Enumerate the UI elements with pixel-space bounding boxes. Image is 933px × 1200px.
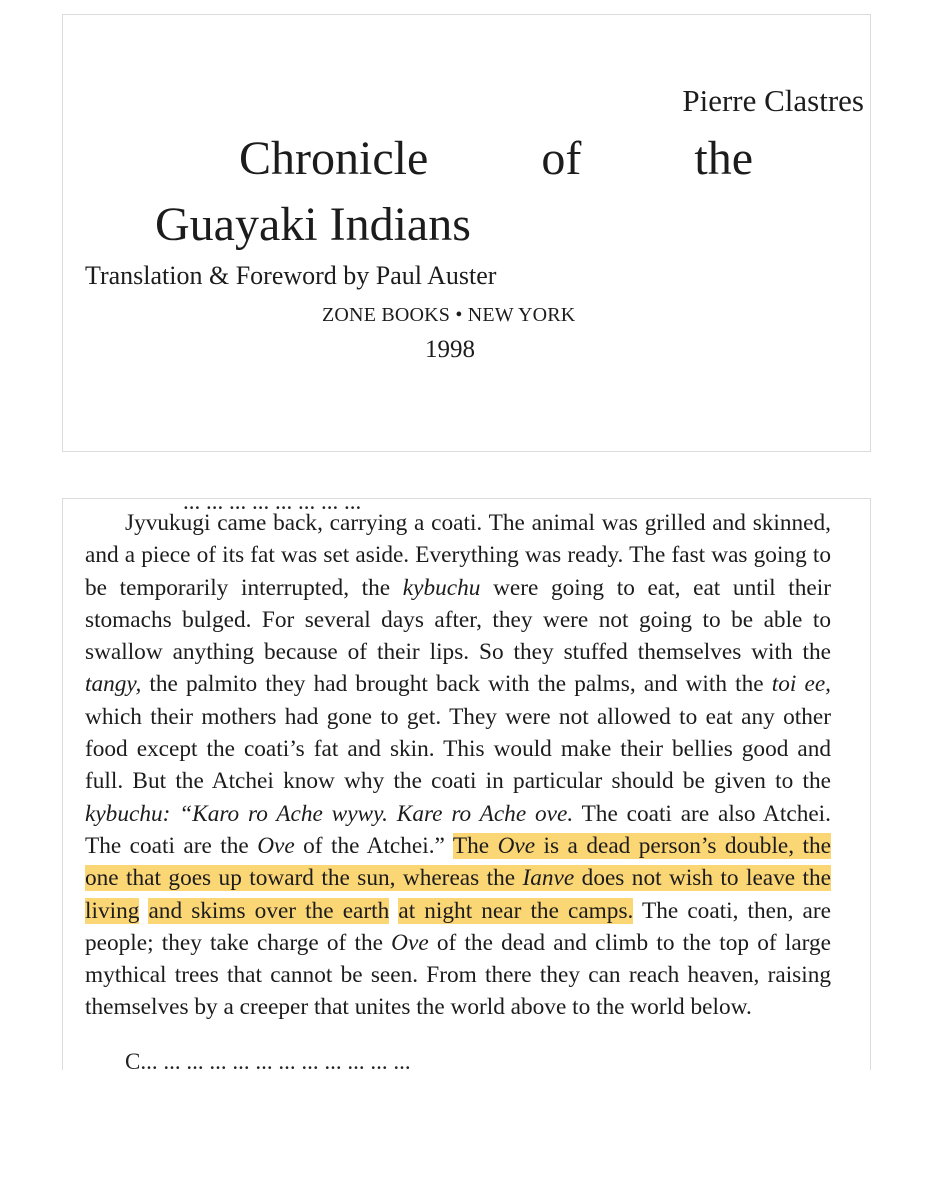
text-segment: the palmito they had brought back with the palms, and with the	[141, 671, 772, 698]
text-segment: of the Atchei.”	[294, 832, 453, 859]
highlight-italic-term: Ove	[497, 832, 536, 859]
title-word-the: the	[694, 132, 753, 185]
highlight-italic-term: Ianve	[522, 865, 575, 892]
highlight-4: at night near the camps.	[398, 897, 634, 924]
book-title-line-1	[239, 132, 753, 185]
excerpt-card	[62, 498, 871, 1070]
title-page-card	[62, 14, 871, 452]
book-title-line-2: Guayaki Indians	[155, 198, 471, 251]
text-segment: which their mothers had gone to get. They were not allowed to eat any other food except the coati’s fat and skin. This would make their bellies good and full. But the Atchei know why the coati in particular should be given to the	[85, 703, 831, 795]
author-name: Pierre Clastres	[682, 83, 864, 118]
italic-term: tangy,	[85, 671, 142, 698]
highlight-1	[453, 833, 586, 859]
italic-term: Ove	[257, 832, 295, 859]
text-segment: of the dead and climb to the top of large mythical trees that cannot be seen. From there they can reach heaven, raising themselves by a creeper that unites the world above to the world below.	[85, 929, 832, 1021]
publication-year: 1998	[425, 336, 475, 363]
cropped-top-line: ... ... ... ... ... ... ... ...	[183, 498, 362, 514]
italic-quote: kybuchu: “Karo ro Ache wywy. Kare ro Ache ove.	[85, 800, 574, 827]
highlight-text: is a	[535, 832, 587, 859]
title-word-chronicle: Chronicle	[239, 132, 429, 185]
publisher: ZONE BOOKS • NEW YORK	[322, 304, 576, 326]
cropped-bottom-line: C... ... ... ... ... ... ... ... ... ... ... ...	[125, 1049, 411, 1070]
highlight-3: and skims over the earth	[148, 897, 390, 924]
text-segment: were going to eat, eat until their stomachs bulged. For several days after, they were not going to be able to swallow anything because of their lips. So they stuffed themselves with the	[85, 574, 831, 666]
highlight-text: The	[452, 832, 498, 859]
title-word-of: of	[541, 132, 582, 185]
text-segment	[389, 898, 398, 924]
italic-term: toi ee,	[771, 671, 831, 698]
highlight-text: dead person’s double, the one that goes up toward the sun, whereas the	[85, 832, 831, 892]
highlight-text: does not wish to leave the living	[85, 865, 831, 924]
italic-term: kybuchu	[402, 574, 481, 601]
foreword-credit: Translation & Foreword by Paul Auster	[85, 261, 497, 290]
text-segment: The coati, then, are people; they take charge of the	[85, 897, 831, 956]
text-segment: Jyvukugi came back, carrying a coati. The animal was grilled and skinned, and a piece of its fat was set aside. Everything was ready. The fast was going to be temporarily interrupted, the	[85, 510, 831, 601]
text-segment: The coati are also Atchei. The coati are the	[85, 800, 831, 859]
italic-term: Ove	[391, 929, 429, 956]
excerpt-paragraph	[85, 507, 831, 1024]
